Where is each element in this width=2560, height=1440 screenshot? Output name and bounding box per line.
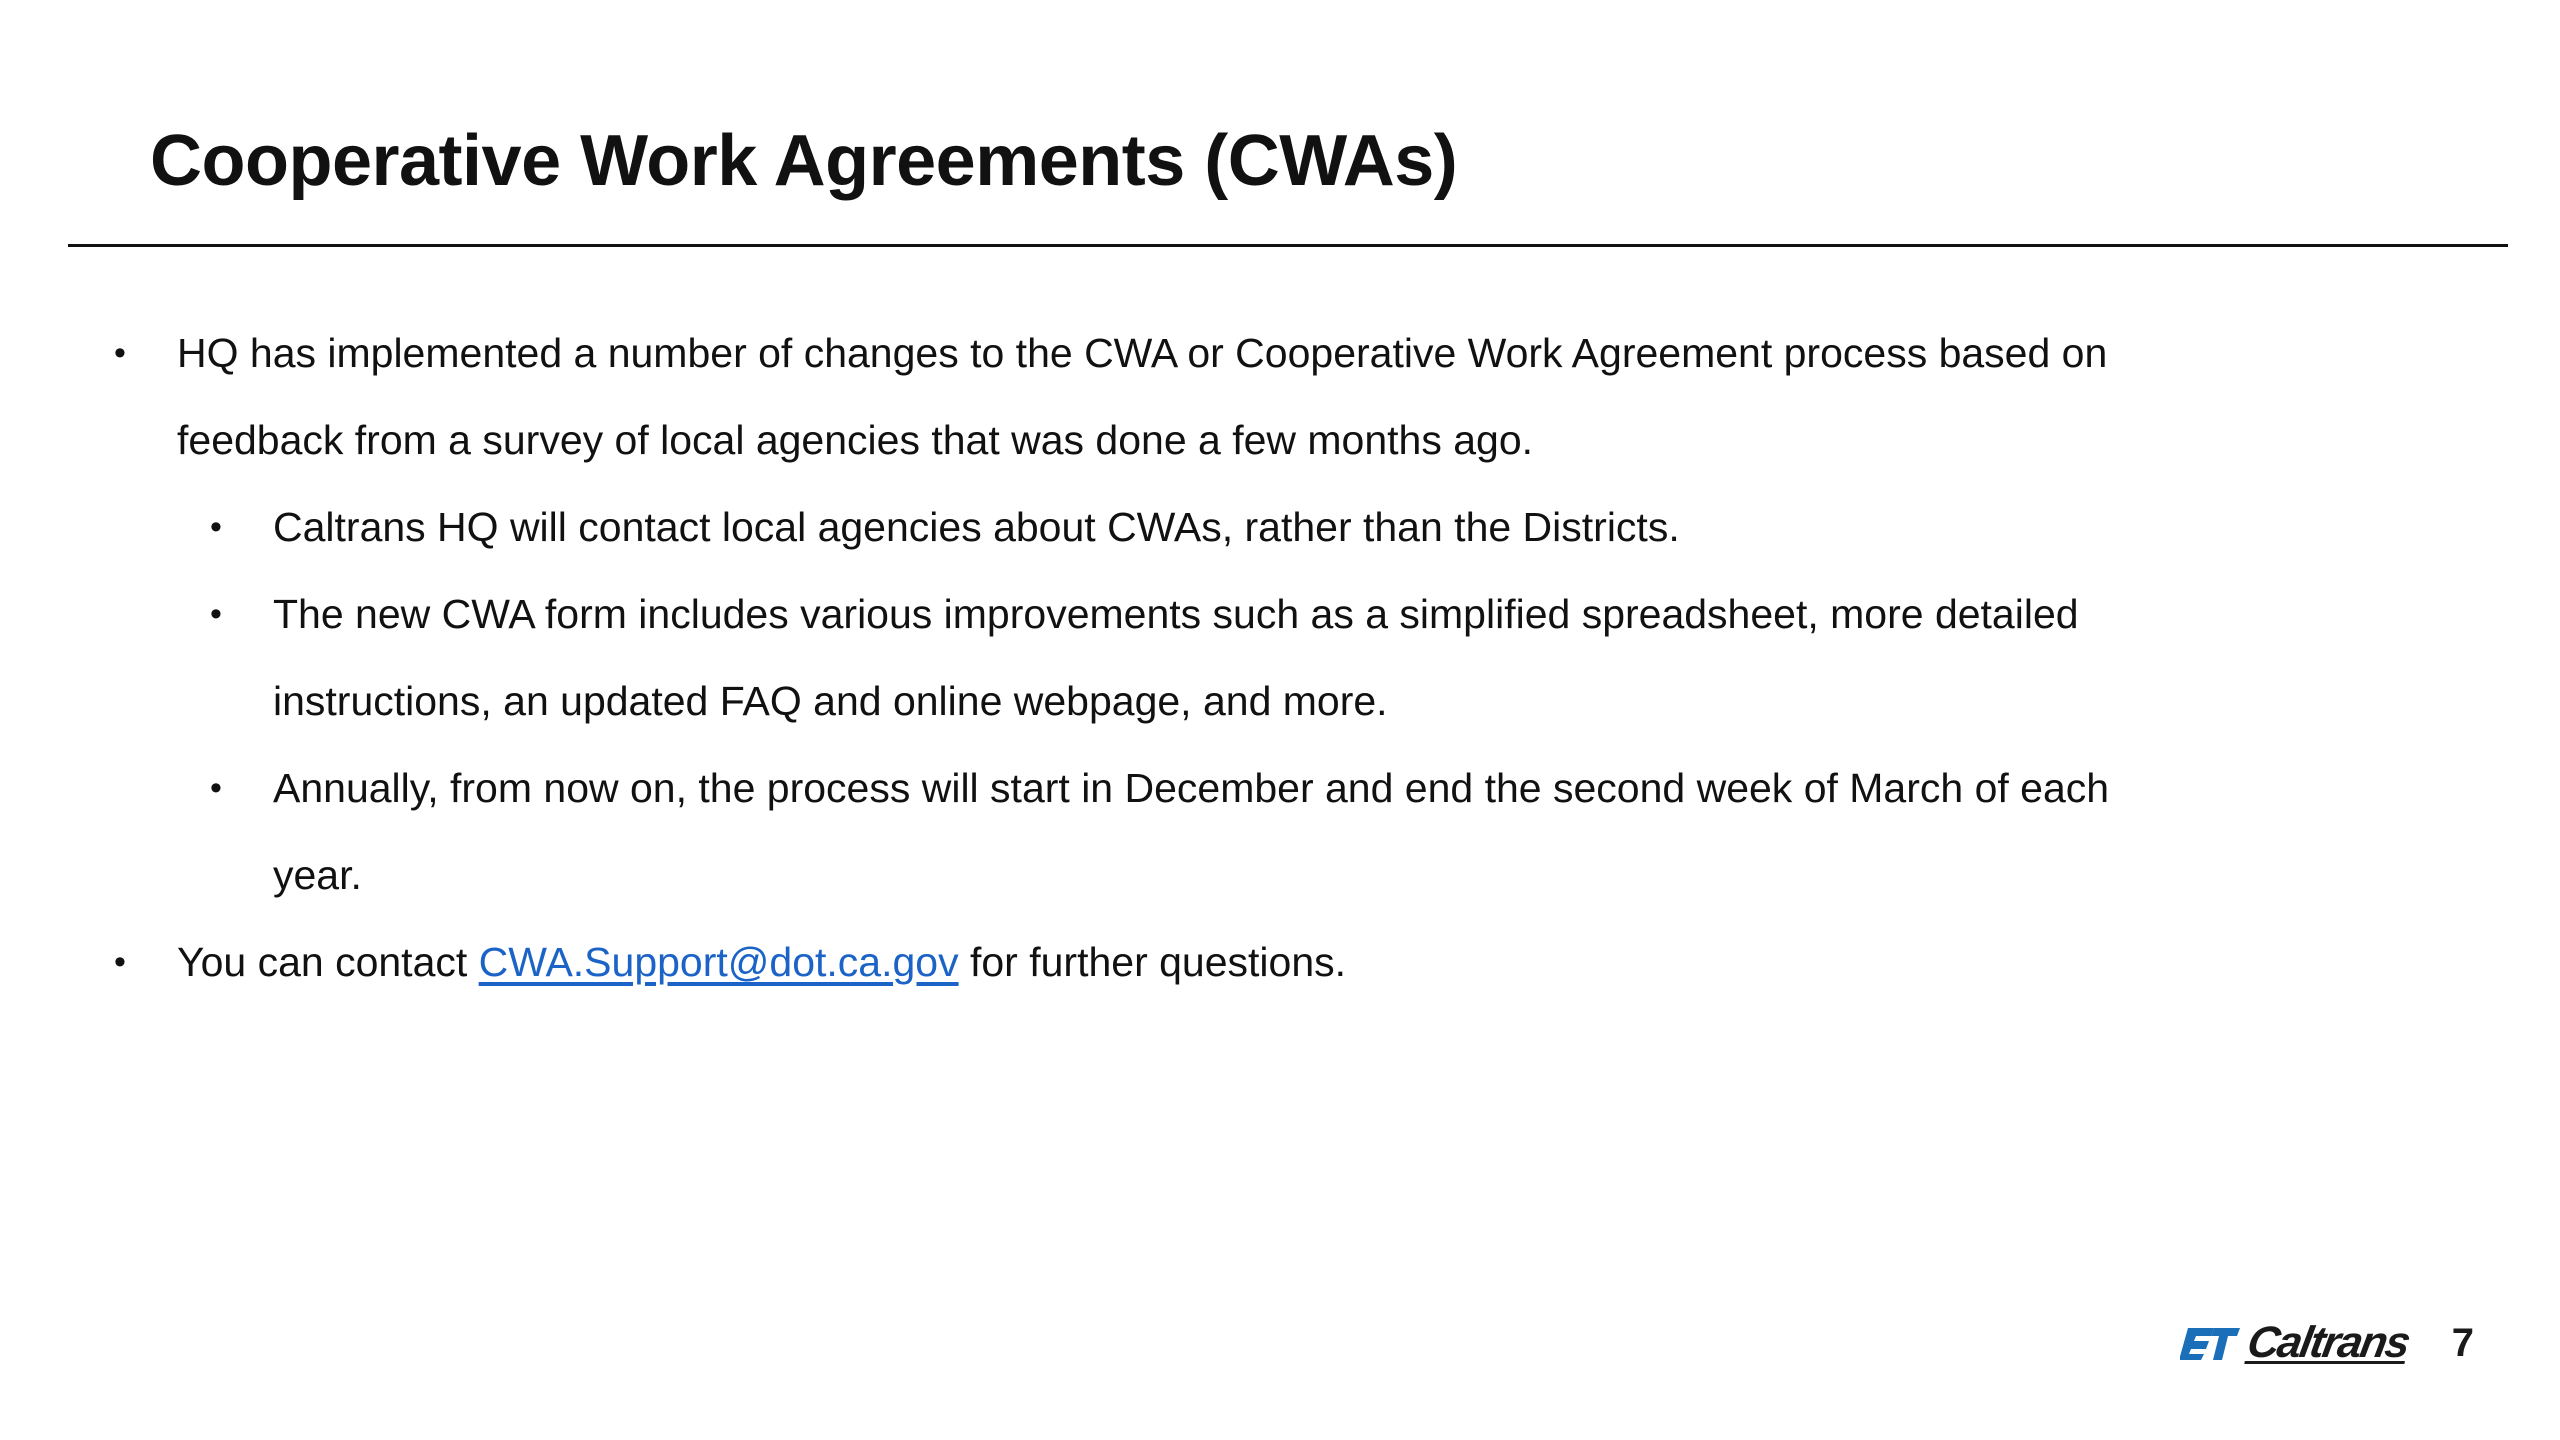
sub-bullet-item-new-form (0, 571, 2200, 745)
bullet-icon: • (210, 595, 222, 633)
title-divider (68, 244, 2508, 247)
slide-footer (2180, 1318, 2474, 1368)
bullet-text: Annually, from now on, the process will start in December and end the second week of March of each year. (273, 765, 2110, 898)
bullet-item-hq-changes (0, 310, 2200, 484)
contact-prefix: You can contact (177, 939, 479, 985)
bullet-icon: • (114, 334, 126, 372)
slide-title: Cooperative Work Agreements (CWAs) (150, 121, 1458, 201)
page-number: 7 (2451, 1320, 2474, 1365)
caltrans-logo-icon (2180, 1324, 2242, 1362)
sub-bullet-item-contact (0, 484, 2200, 571)
bullet-text: Caltrans HQ will contact local agencies about CWAs, rather than the Districts. (273, 504, 1680, 550)
bullet-icon: • (210, 508, 222, 546)
caltrans-logo (2180, 1318, 2413, 1368)
bullet-text: HQ has implemented a number of changes to the CWA or Cooperative Work Agreement process based on feedback from a survey of local agencies that was done a few months ago. (177, 330, 2108, 463)
caltrans-logo-text: Caltrans (2243, 1318, 2413, 1367)
bullet-item-contact (0, 919, 2200, 1006)
sub-bullet-item-schedule (0, 745, 2200, 919)
support-email-link[interactable]: CWA.Support@dot.ca.gov (478, 939, 959, 985)
bullet-text: The new CWA form includes various improvements such as a simplified spreadsheet, more detailed instructions, an updated FAQ and online webpage, and more. (273, 591, 2079, 724)
bullet-list (0, 310, 2200, 1006)
bullet-icon: • (114, 943, 126, 981)
contact-suffix: for further questions. (958, 939, 1347, 985)
bullet-icon: • (210, 769, 222, 807)
